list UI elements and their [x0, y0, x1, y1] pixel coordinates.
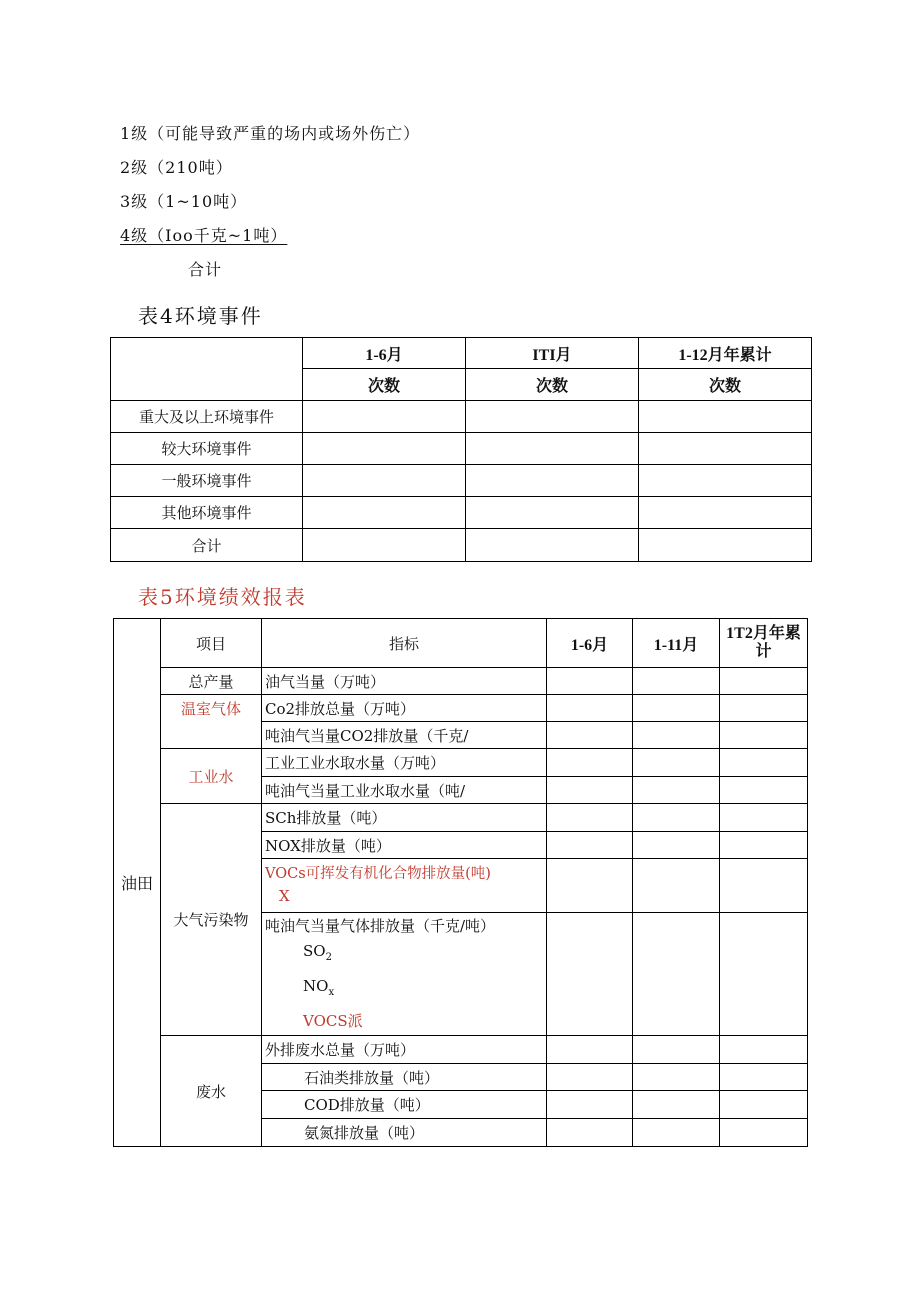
row-label: 较大环境事件 [111, 433, 303, 465]
table-row [114, 749, 808, 777]
table-cell [547, 749, 633, 777]
header-indicator: 指标 [262, 619, 547, 668]
table-cell [720, 777, 808, 804]
nox-subscript: x [328, 987, 335, 998]
table-cell [466, 401, 639, 433]
table-cell [633, 722, 720, 749]
nox-text: NO [303, 977, 329, 995]
indicator-cell: NOX排放量（吨） [262, 832, 547, 859]
table-cell [639, 529, 812, 562]
table4-subheader-1: 次数 [303, 369, 466, 401]
table-cell [633, 668, 720, 695]
table-cell [547, 913, 633, 1036]
level-2: 2级（210吨） [120, 158, 233, 177]
table-cell [633, 749, 720, 777]
indicator-cell-vocs [262, 859, 547, 913]
table-row [114, 804, 808, 832]
table-cell [720, 913, 808, 1036]
table-cell [547, 804, 633, 832]
table-cell [720, 1036, 808, 1064]
table4-header-h3: 1-12月年累计 [639, 338, 812, 369]
table-cell [720, 1119, 808, 1147]
row-label: 其他环境事件 [111, 497, 303, 529]
table-cell [547, 777, 633, 804]
group-industrial-water: 工业水 [161, 749, 262, 804]
table-cell [303, 465, 466, 497]
table-cell [547, 832, 633, 859]
indicator-cell: 氨氮排放量（吨） [262, 1119, 547, 1147]
table-cell [720, 695, 808, 722]
table-cell [303, 401, 466, 433]
table-cell [639, 465, 812, 497]
environmental-performance-table [113, 618, 808, 1147]
indicator-cell: Co2排放总量（万吨） [262, 695, 547, 722]
table-cell [720, 1091, 808, 1119]
level-3: 3级（1~10吨） [120, 192, 248, 211]
indicator-cell: COD排放量（吨） [262, 1091, 547, 1119]
table-cell [547, 1036, 633, 1064]
indicator-cell: 石油类排放量（吨） [262, 1064, 547, 1091]
vocs-intensity-label: VOCS派 [303, 1012, 363, 1030]
table-cell [720, 859, 808, 913]
table-cell [633, 1091, 720, 1119]
vocs-suffix: X [279, 887, 290, 905]
table-row [114, 668, 808, 695]
table-row [111, 465, 812, 497]
header-project: 项目 [161, 619, 262, 668]
table-row [111, 433, 812, 465]
table-cell [633, 777, 720, 804]
level-1: 1级（可能导致严重的场内或场外伤亡） [120, 124, 421, 143]
table4-subheader-3: 次数 [639, 369, 812, 401]
table-row [114, 695, 808, 722]
so2-subscript: 2 [325, 952, 332, 963]
table-cell [547, 722, 633, 749]
table-cell [547, 859, 633, 913]
table4-header-h1: 1-6月 [303, 338, 466, 369]
table-cell [303, 529, 466, 562]
row-label: 合计 [111, 529, 303, 562]
table-cell [633, 859, 720, 913]
indicator-cell: 工业工业水取水量（万吨） [262, 749, 547, 777]
group-greenhouse-gas: 温室气体 [161, 695, 262, 749]
table4-caption: 表4环境事件 [138, 304, 263, 328]
table-cell [720, 832, 808, 859]
table-cell [547, 1064, 633, 1091]
table-cell [466, 529, 639, 562]
group-total-output: 总产量 [161, 668, 262, 695]
table4-corner [111, 338, 303, 401]
group-air-pollutants: 大气污染物 [161, 804, 262, 1036]
so2-text: SO [303, 942, 326, 960]
so2-label [265, 937, 543, 972]
table-cell [633, 832, 720, 859]
header-h1: 1-6月 [547, 619, 633, 668]
table-cell [547, 695, 633, 722]
table-cell [720, 749, 808, 777]
environment-events-table [110, 337, 812, 562]
table-row [111, 401, 812, 433]
table-cell [633, 695, 720, 722]
table4-header-h2: ITI月 [466, 338, 639, 369]
table-row [111, 529, 812, 562]
row-label: 一般环境事件 [111, 465, 303, 497]
indicator-cell: SCh排放量（吨） [262, 804, 547, 832]
table4-subheader-2: 次数 [466, 369, 639, 401]
table-cell [466, 433, 639, 465]
indicator-cell: 外排废水总量（万吨） [262, 1036, 547, 1064]
table-cell [466, 465, 639, 497]
table-row [114, 1036, 808, 1064]
table-cell [547, 1119, 633, 1147]
indicator-cell: 吨油气当量工业水取水量（吨/ [262, 777, 547, 804]
indicator-cell-gas-intensity [262, 913, 547, 1036]
vocs-label: VOCs可挥发有机化合物排放量(吨) [265, 866, 491, 882]
table5-caption: 表5环境绩效报表 [138, 585, 307, 609]
table-cell [633, 1064, 720, 1091]
indicator-cell: 吨油气当量CO2排放量（千克/ [262, 722, 547, 749]
table-cell [639, 433, 812, 465]
table-cell [720, 722, 808, 749]
table-cell [720, 804, 808, 832]
table-cell [547, 1091, 633, 1119]
nox-label [265, 972, 543, 1007]
level-4: 4级（Ioo千克~1吨） [120, 226, 288, 245]
table-cell [720, 1064, 808, 1091]
header-h2: 1-11月 [633, 619, 720, 668]
table-cell [303, 433, 466, 465]
header-h3: 1T2月年累计 [720, 619, 808, 668]
table-cell [639, 401, 812, 433]
table-row [111, 497, 812, 529]
table-cell [633, 804, 720, 832]
table-cell [633, 913, 720, 1036]
row-label: 重大及以上环境事件 [111, 401, 303, 433]
table-cell [547, 668, 633, 695]
side-label: 油田 [114, 619, 161, 1147]
table-cell [466, 497, 639, 529]
table-cell [720, 668, 808, 695]
table-cell [639, 497, 812, 529]
table-cell [303, 497, 466, 529]
gas-intensity-label: 吨油气当量气体排放量（千克/吨） [265, 917, 496, 935]
group-wastewater: 废水 [161, 1036, 262, 1147]
total-top: 合计 [188, 260, 223, 279]
table-cell [633, 1119, 720, 1147]
table-cell [633, 1036, 720, 1064]
indicator-cell: 油气当量（万吨） [262, 668, 547, 695]
